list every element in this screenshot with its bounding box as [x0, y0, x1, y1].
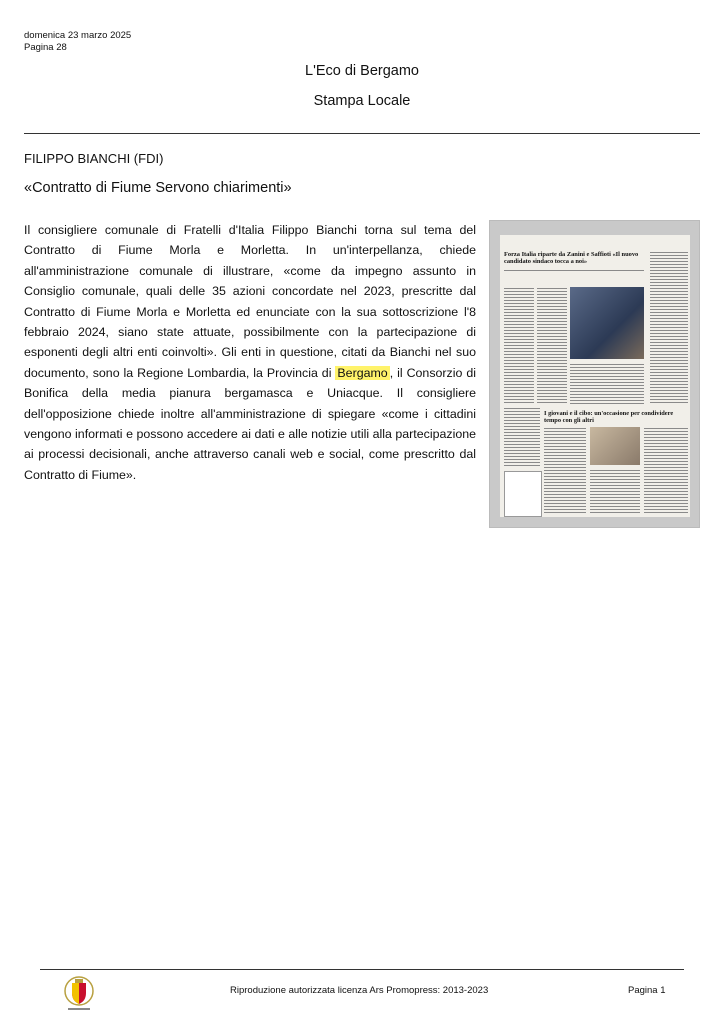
comune-di-bergamo-logo	[62, 974, 96, 1016]
clipping-text-block	[544, 427, 586, 515]
highlighted-keyword: Bergamo	[337, 365, 388, 380]
clipping-text-block	[504, 287, 534, 405]
header-date: domenica 23 marzo 2025	[24, 30, 132, 41]
clipping-text-block	[650, 251, 688, 405]
article-author: FILIPPO BIANCHI (FDI)	[24, 151, 164, 166]
footer-divider	[40, 969, 684, 970]
clipping-text-block	[537, 287, 567, 405]
clipping-page	[500, 235, 690, 517]
article-title: «Contratto di Fiume Servono chiarimenti»	[24, 180, 292, 196]
newspaper-clipping-image	[489, 220, 700, 528]
article-body	[24, 220, 476, 485]
article-body-part1: Il consigliere comunale di Fratelli d'Italia Filippo Bianchi torna sul tema del Contratto di Fiume Morla e Morletta. In un'interpellanza, chiede all'amministrazione comunale di illustrare, «come da impegno assunto in Consiglio comunale, quali delle 35 azioni concordate nel 2023, prescritte dal Contratto di Fiume Morla e Morletta ed enunciate con la sua sottoscrizione l'8 febbraio 2024, siano state attuate, possibilmente con la partecipazione di esponenti degli altri enti coinvolti». Gli enti in questione, citati da Bianchi nel suo documento, sono la Regione Lombardia, la Provincia di	[24, 223, 476, 380]
article-body-part2: , il Consorzio di Bonifica della media pianura bergamasca e Uniacque. Il consigliere dell'opposizione chiede inoltre all'amministrazione di spiegare «come i cittadini vengono informati e possono accedere ai dati e alle notizie utili alla partecipazione ai processi decisionali, anche attraverso canali web e social, come prescritto dal Contratto di Fiume».	[24, 365, 476, 482]
clipping-text-block	[504, 269, 644, 273]
clipping-text-block	[504, 407, 540, 467]
clipping-photo	[570, 287, 644, 359]
license-notice: Riproduzione autorizzata licenza Ars Promopress: 2013-2023	[230, 985, 489, 996]
clipping-advert	[504, 471, 542, 517]
header-page: Pagina 28	[24, 42, 67, 53]
clipping-headline-2: I giovani e il cibo: un'occasione per condividere tempo con gli altri	[544, 410, 674, 424]
clipping-text-block	[644, 427, 688, 515]
publication-name: L'Eco di Bergamo	[305, 63, 419, 79]
clipping-photo	[590, 427, 640, 465]
clipping-headline-1: Forza Italia riparte da Zanini e Saffioti «Il nuovo candidato sindaco tocca a noi»	[504, 251, 639, 265]
header-meta	[24, 30, 131, 54]
header-divider	[24, 133, 700, 134]
section-name: Stampa Locale	[313, 93, 411, 109]
footer-page-number: Pagina 1	[628, 985, 666, 996]
clipping-text-block	[590, 469, 640, 515]
clipping-text-block	[570, 363, 644, 405]
